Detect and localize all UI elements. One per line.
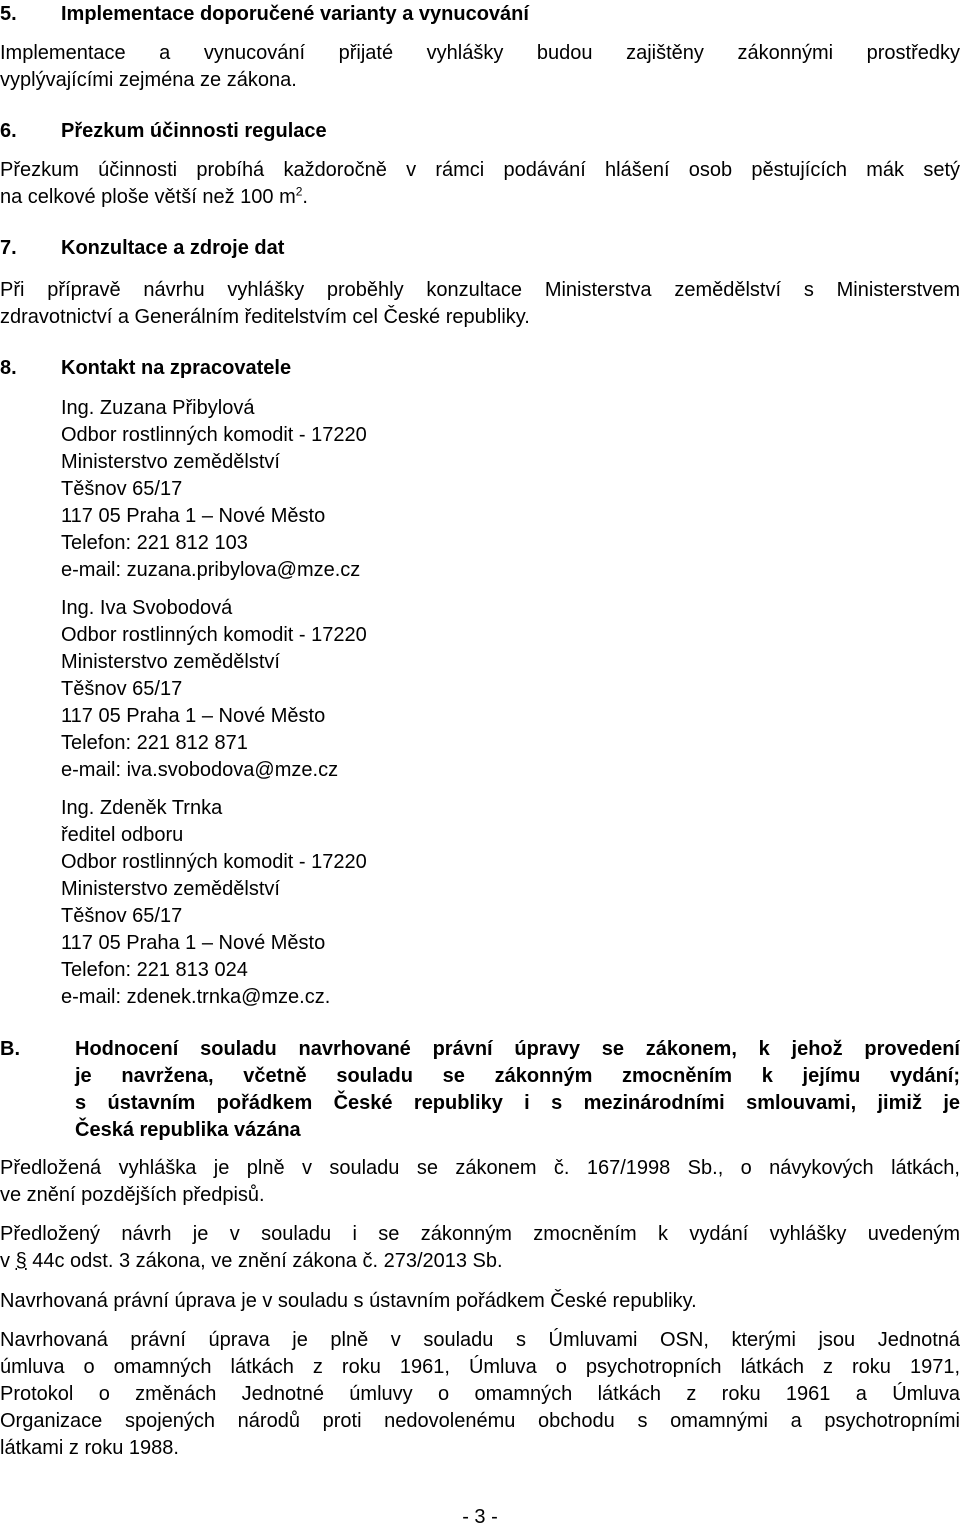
paragraph-4-line-1: Navrhovaná právní úprava je plně v souladu s Úmluvami OSN, kterými jsou Jednotná [0, 1329, 960, 1351]
section-b-heading-line-3: s ústavním pořádkem České republiky i s mezinárodními smlouvami, jimiž je [75, 1092, 960, 1114]
section-5-text-line-2: vyplývajícími zejména ze zákona. [0, 69, 297, 91]
section-5-text-line-1: Implementace a vynucování přijaté vyhlášky budou zajištěny zákonnými prostředky [0, 42, 960, 64]
section-b-heading-line-4: Česká republika vázána [75, 1119, 301, 1141]
contact-street: Těšnov 65/17 [61, 478, 183, 500]
section-7-text-line-2: zdravotnictví a Generálním ředitelstvím cel České republiky. [0, 306, 530, 328]
contact-ministry: Ministerstvo zemědělství [61, 878, 280, 900]
section-6-text-line-2 [0, 184, 308, 210]
contact-city: 117 05 Praha 1 – Nové Město [61, 705, 326, 727]
contact-ministry: Ministerstvo zemědělství [61, 451, 280, 473]
contact-city: 117 05 Praha 1 – Nové Město [61, 932, 326, 954]
paragraph-3: Navrhovaná právní úprava je v souladu s ústavním pořádkem České republiky. [0, 1290, 697, 1312]
section-sign: § [15, 1250, 27, 1272]
section-6-number: 6. [0, 120, 17, 142]
section-b-letter: B. [0, 1038, 20, 1060]
area-text: na celkové ploše větší než 100 m [0, 186, 296, 208]
contact-street: Těšnov 65/17 [61, 905, 183, 927]
paragraph-2-suffix: 44c odst. 3 zákona, ve znění zákona č. 273/2013 Sb. [26, 1250, 503, 1272]
contact-email: e-mail: zuzana.pribylova@mze.cz [61, 559, 361, 581]
contact-department: Odbor rostlinných komodit - 17220 [61, 424, 367, 446]
paragraph-4-line-5: látkami z roku 1988. [0, 1437, 179, 1459]
contact-role: ředitel odboru [61, 824, 184, 846]
paragraph-2-line-1: Předložený návrh je v souladu i se zákonným zmocněním k vydání vyhlášky uvedeným [0, 1223, 960, 1245]
paragraph-2-line-2 [0, 1248, 503, 1274]
contact-phone: Telefon: 221 812 871 [61, 732, 248, 754]
square-superscript: 2 [295, 184, 303, 199]
section-7-heading: Konzultace a zdroje dat [61, 237, 285, 259]
section-5-number: 5. [0, 3, 17, 25]
paragraph-2-prefix: v [0, 1250, 16, 1272]
area-text-end: . [302, 186, 308, 208]
page-number: - 3 - [462, 1506, 498, 1528]
section-7-number: 7. [0, 237, 17, 259]
paragraph-1-line-1: Předložená vyhláška je plně v souladu se zákonem č. 167/1998 Sb., o návykových látkách, [0, 1157, 960, 1179]
contact-department: Odbor rostlinných komodit - 17220 [61, 624, 367, 646]
contact-name: Ing. Iva Svobodová [61, 597, 233, 619]
contact-phone: Telefon: 221 812 103 [61, 532, 248, 554]
contact-name: Ing. Zdeněk Trnka [61, 797, 223, 819]
section-7-text-line-1: Při přípravě návrhu vyhlášky proběhly konzultace Ministerstva zemědělství s Ministerstvem [0, 279, 960, 301]
contact-email: e-mail: iva.svobodova@mze.cz [61, 759, 339, 781]
contact-name: Ing. Zuzana Přibylová [61, 397, 255, 419]
section-b-heading-line-1: Hodnocení souladu navrhované právní úpravy se zákonem, k jehož provedení [75, 1038, 960, 1060]
contact-ministry: Ministerstvo zemědělství [61, 651, 280, 673]
section-8-heading: Kontakt na zpracovatele [61, 357, 292, 379]
contact-street: Těšnov 65/17 [61, 678, 183, 700]
section-6-heading: Přezkum účinnosti regulace [61, 120, 327, 142]
contact-department: Odbor rostlinných komodit - 17220 [61, 851, 367, 873]
section-8-number: 8. [0, 357, 17, 379]
paragraph-4-line-3: Protokol o změnách Jednotné úmluvy o omamných látkách z roku 1961 a Úmluva [0, 1383, 960, 1405]
paragraph-4-line-4: Organizace spojených národů proti nedovolenému obchodu s omamnými a psychotropními [0, 1410, 960, 1432]
section-b-heading-line-2: je navržena, včetně souladu se zákonným zmocněním k jejímu vydání; [75, 1065, 960, 1087]
contact-email: e-mail: zdenek.trnka@mze.cz. [61, 986, 331, 1008]
section-5-heading: Implementace doporučené varianty a vynucování [61, 3, 529, 25]
contact-city: 117 05 Praha 1 – Nové Město [61, 505, 326, 527]
contact-phone: Telefon: 221 813 024 [61, 959, 248, 981]
paragraph-4-line-2: úmluva o omamných látkách z roku 1961, Úmluva o psychotropních látkách z roku 1971, [0, 1356, 960, 1378]
section-6-text-line-1: Přezkum účinnosti probíhá každoročně v rámci podávání hlášení osob pěstujících mák setý [0, 159, 960, 181]
paragraph-1-line-2: ve znění pozdějších předpisů. [0, 1184, 265, 1206]
